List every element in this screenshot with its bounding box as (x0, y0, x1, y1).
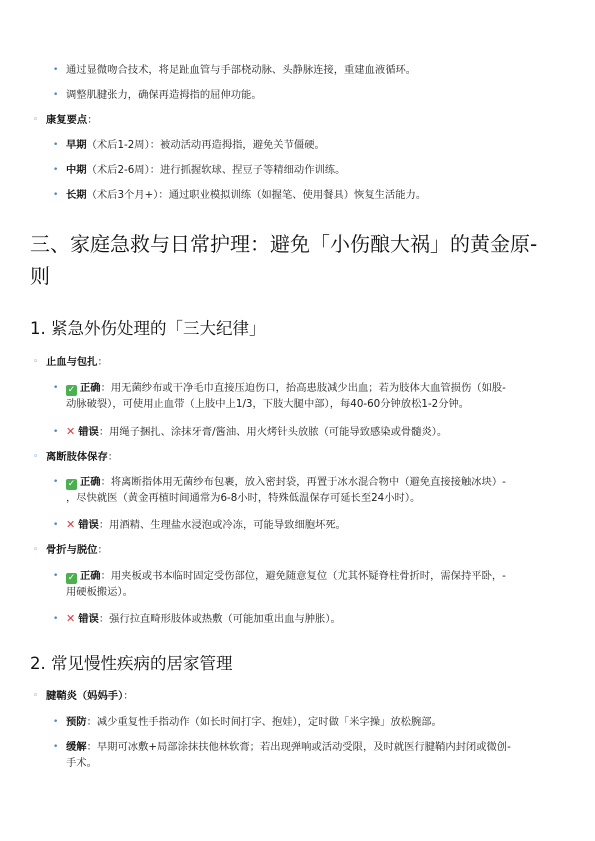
term-text: 手术。 (66, 757, 97, 769)
bullet-icon: • (53, 520, 59, 530)
term-text: ：早期可冰敷+局部涂抹扶他林软膏；若出现弹响或活动受限，及时就医行腱鞘内封闭或微创- (86, 741, 511, 753)
term-text: （术后3个月+）：通过职业模拟训练（如握笔、使用餐具）恢复生活能力。 (86, 189, 427, 201)
rehab-label: 康复要点 (46, 114, 88, 126)
bullet-icon: • (53, 165, 59, 175)
list-item-correct (0, 380, 571, 412)
bullet-icon: • (53, 65, 59, 75)
bullet-icon: • (53, 571, 59, 581)
wrong-text: ：强行拉直畸形肢体或热敷（可能加重出血与肿胀）。 (98, 613, 341, 625)
correct-label: 正确 (80, 382, 101, 394)
list-item-correct (0, 568, 571, 600)
wrong-label: 错误 (78, 426, 99, 438)
correct-text: ：用无菌纱布或干净毛巾直接压迫伤口，抬高患肢减少出血；若为肢体大血管损伤（如股- (100, 382, 506, 394)
term: 缓解 (66, 741, 87, 753)
correct-text: 用硬板搬运）。 (66, 586, 133, 598)
list-item (0, 87, 571, 103)
wrong-text: ：用酒精、生理盐水浸泡或冷冻，可能导致细胞坏死。 (98, 519, 346, 531)
list-item-group (0, 354, 571, 370)
label-colon: ： (87, 114, 98, 126)
correct-text: ：将离断指体用无菌纱布包裹，放入密封袋，再置于冰水混合物中（避免直接接触冰块）- (100, 476, 506, 488)
list-item-text: 通过显微吻合技术，将足趾血管与手部桡动脉、头静脉连接，重建血液循环。 (66, 64, 417, 76)
wrong-text: ：用绳子捆扎、涂抹牙膏/酱油、用火烤针头放脓（可能导致感染或骨髓炎）。 (98, 426, 448, 438)
section-heading (30, 228, 565, 292)
group-label: 腱鞘炎（妈妈手） (46, 690, 124, 702)
label-colon: ： (97, 356, 108, 368)
circle-bullet-icon: ◦ (33, 452, 39, 462)
bullet-icon: • (53, 717, 59, 727)
list-item-rehab (0, 112, 571, 128)
label-colon: ： (107, 451, 119, 463)
bullet-icon: • (53, 140, 59, 150)
label-colon: ： (123, 690, 134, 702)
circle-bullet-icon: ◦ (33, 115, 39, 125)
bullet-icon: • (53, 614, 59, 624)
circle-bullet-icon: ◦ (33, 691, 39, 701)
correct-text: 动脉破裂），可使用止血带（上肢中上1/3，下肢大腿中部），每40-60分钟放松1-2分钟。 (66, 398, 470, 410)
list-item (0, 714, 571, 730)
list-item-text: 调整肌腱张力，确保再造拇指的屈伸功能。 (66, 89, 262, 101)
list-item-group (0, 449, 571, 465)
circle-bullet-icon: ◦ (33, 357, 39, 367)
group-label: 骨折与脱位 (46, 544, 98, 556)
list-item (0, 162, 571, 178)
list-item-group (0, 688, 571, 704)
bullet-icon: • (53, 477, 59, 487)
list-item (0, 137, 571, 153)
correct-text: ，尽快就医（黄金再植时间通常为6-8小时，特殊低温保存可延长至24小时）。 (66, 492, 421, 504)
correct-label: 正确 (80, 476, 101, 488)
label-colon: ： (97, 544, 108, 556)
correct-text: ：用夹板或书本临时固定受伤部位，避免随意复位（尤其怀疑脊柱骨折时，需保持平卧，- (100, 570, 506, 582)
list-item (0, 62, 571, 78)
section-heading-line: 三、家庭急救与日常护理：避免「小伤酿大祸」的黄金原- (30, 232, 538, 256)
subsection-heading: 2. 常见慢性疾病的居家管理 (30, 654, 233, 673)
list-item-group (0, 542, 571, 558)
circle-bullet-icon: ◦ (33, 545, 39, 555)
wrong-label: 错误 (78, 613, 99, 625)
term-text: ：减少重复性手指动作（如长时间打字、抱娃），定时做「米字操」放松腕部。 (86, 716, 442, 728)
section-heading-line: 则 (30, 264, 50, 288)
group-label: 离断肢体保存 (46, 451, 108, 463)
cross-mark-icon: ✕ (66, 612, 76, 625)
list-item (0, 739, 571, 771)
term: 预防 (66, 716, 87, 728)
check-mark-icon: ✓ (67, 573, 76, 583)
list-item-wrong (0, 424, 571, 440)
wrong-label: 错误 (78, 519, 99, 531)
check-mark-icon: ✓ (67, 479, 76, 489)
term: 长期 (66, 189, 87, 201)
subsection-heading: 1. 紧急外伤处理的「三大纪律」 (30, 319, 266, 338)
list-item (0, 187, 571, 203)
term: 中期 (66, 164, 87, 176)
list-item-wrong (0, 611, 571, 627)
bullet-icon: • (53, 90, 59, 100)
term: 早期 (66, 139, 87, 151)
group-label: 止血与包扎 (46, 356, 98, 368)
list-item-wrong (0, 517, 571, 533)
bullet-icon: • (53, 190, 59, 200)
bullet-icon: • (53, 742, 59, 752)
cross-mark-icon: ✕ (66, 425, 76, 438)
correct-label: 正确 (80, 570, 101, 582)
term-text: （术后2-6周）：进行抓握软球、捏豆子等精细动作训练。 (86, 164, 346, 176)
bullet-icon: • (53, 383, 59, 393)
bullet-icon: • (53, 427, 59, 437)
list-item-correct (0, 474, 571, 506)
check-mark-icon: ✓ (67, 385, 76, 395)
term-text: （术后1-2周）：被动活动再造拇指，避免关节僵硬。 (86, 139, 325, 151)
cross-mark-icon: ✕ (66, 518, 76, 531)
